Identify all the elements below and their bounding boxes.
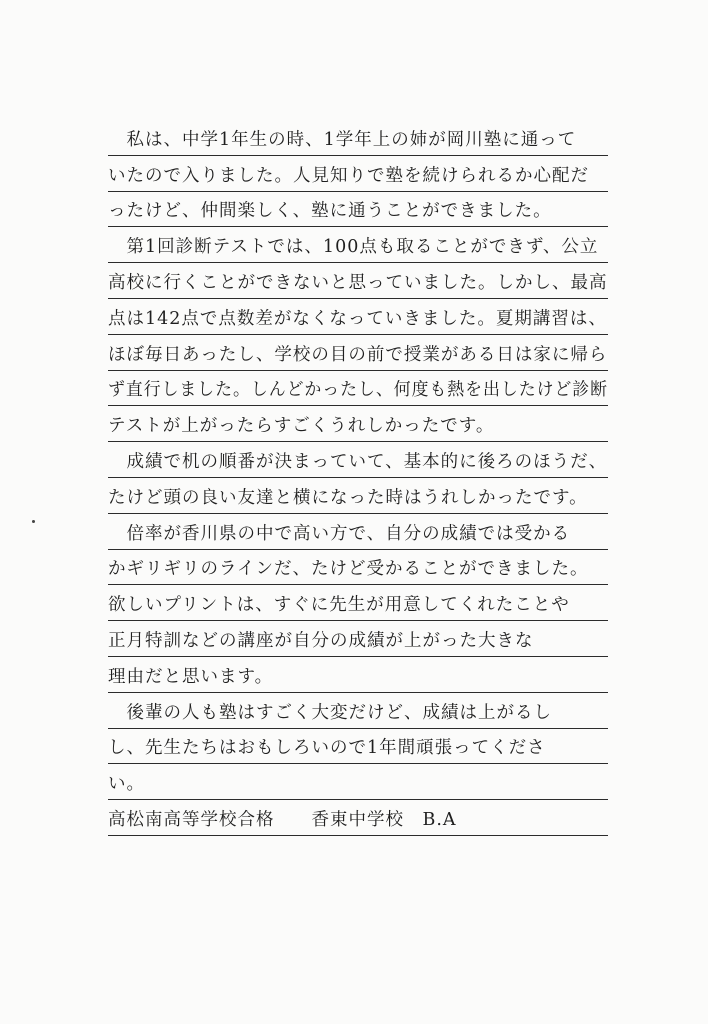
- handwritten-line-text: かギリギリのラインだ、たけど受かることができました。: [108, 559, 589, 580]
- handwritten-line-text: 欲しいプリントは、すぐに先生が用意してくれたことや: [108, 595, 570, 616]
- handwritten-line-text: 後輩の人も塾はすごく大変だけど、成績は上がるし: [108, 702, 552, 723]
- handwritten-line-text: いたので入りました。人見知りで塾を続けられるか心配だ: [108, 165, 589, 186]
- handwritten-line-text: 高校に行くことができないと思っていました。しかし、最高: [108, 272, 608, 293]
- handwritten-line-text: 正月特訓などの講座が自分の成績が上がった大きな: [108, 630, 534, 651]
- ruled-line: [108, 156, 608, 192]
- ruled-line: [108, 693, 608, 729]
- handwritten-line-text: 私は、中学1年生の時、1学年上の姉が岡川塾に通って: [108, 129, 577, 150]
- handwritten-line-text: 理由だと思います。: [108, 666, 274, 687]
- handwritten-line-text: し、先生たちはおもしろいので1年間頑張ってくださ: [108, 738, 546, 759]
- ruled-line: [108, 227, 608, 263]
- ruled-line: [108, 371, 608, 407]
- ruled-line: [108, 442, 608, 478]
- handwritten-line-text: 倍率が香川県の中で高い方で、自分の成績では受かる: [108, 523, 571, 544]
- ruled-line: [108, 478, 608, 514]
- handwritten-line-text: たけど頭の良い友達と横になった時はうれしかったです。: [108, 487, 588, 508]
- ruled-line: [108, 800, 608, 836]
- ruled-line: [108, 120, 608, 156]
- handwritten-line-text: 点は142点で点数差がなくなっていきました。夏期講習は、: [108, 308, 607, 329]
- handwritten-line-text: 第1回診断テストでは、100点も取ることができず、公立: [108, 237, 599, 258]
- ruled-writing-area: [108, 120, 608, 836]
- ruled-line: [108, 657, 608, 693]
- ruled-line: [108, 729, 608, 765]
- ruled-line: [108, 406, 608, 442]
- ruled-line: [108, 192, 608, 228]
- handwritten-line-text: ず直行しました。しんどかったし、何度も熱を出したけど診断: [108, 380, 608, 401]
- ruled-line: [108, 621, 608, 657]
- ruled-line: [108, 335, 608, 371]
- handwritten-line-text: テストが上がったらすごくうれしかったです。: [108, 416, 495, 437]
- ruled-line: [108, 550, 608, 586]
- handwritten-line-text: い。: [108, 774, 145, 795]
- ruled-line: [108, 764, 608, 800]
- handwritten-line-text: ったけど、仲間楽しく、塾に通うことができました。: [108, 201, 552, 222]
- handwritten-line-text: 成績で机の順番が決まっていて、基本的に後ろのほうだ、: [108, 451, 608, 472]
- ruled-line: [108, 514, 608, 550]
- handwritten-line-text: ほぼ毎日あったし、学校の目の前で授業がある日は家に帰ら: [108, 344, 608, 365]
- ruled-line: [108, 299, 608, 335]
- signature-line-text: 高松南高等学校合格 香東中学校 B.A: [108, 809, 457, 830]
- ruled-line: [108, 263, 608, 299]
- ruled-line: [108, 585, 608, 621]
- stray-ink-dot: [32, 520, 35, 523]
